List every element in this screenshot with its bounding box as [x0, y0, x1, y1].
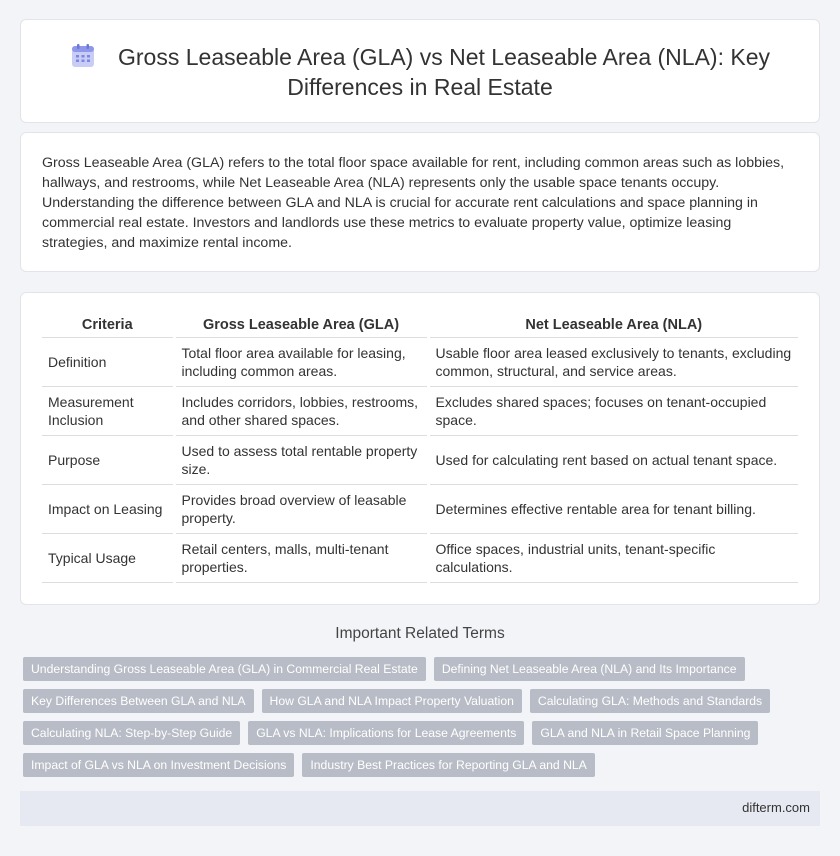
- criteria-cell: Typical Usage: [42, 533, 174, 582]
- nla-cell: Determines effective rentable area for tenant billing.: [428, 484, 798, 533]
- gla-cell: Retail centers, malls, multi-tenant properties.: [174, 533, 428, 582]
- nla-cell: Usable floor area leased exclusively to tenants, excluding common, structural, and service areas.: [428, 337, 798, 386]
- header-nla: Net Leaseable Area (NLA): [428, 316, 798, 337]
- footer: [20, 791, 820, 826]
- related-term-tag[interactable]: GLA vs NLA: Implications for Lease Agreements: [248, 721, 524, 745]
- page-title-row: [21, 42, 819, 102]
- table-row: [42, 386, 798, 435]
- header-card: [20, 19, 820, 123]
- intro-paragraph: Gross Leaseable Area (GLA) refers to the total floor space available for rent, including common areas such as lobbies, hallways, and restrooms, while Net Leaseable Area (NLA) represents only the usable space tenants occupy. Understanding the difference between GLA and NLA is crucial for accurate rent calculations and space planning in commercial real estate. Investors and landlords use these metrics to evaluate property value, optimize leasing strategies, and maximize rental income.: [42, 155, 785, 251]
- related-term-tag[interactable]: Understanding Gross Leaseable Area (GLA) in Commercial Real Estate: [23, 657, 426, 681]
- table-row: [42, 533, 798, 582]
- table-header-row: [42, 316, 798, 337]
- related-terms-list: [23, 657, 823, 785]
- related-term-tag[interactable]: How GLA and NLA Impact Property Valuation: [262, 689, 522, 713]
- related-term-tag[interactable]: Calculating NLA: Step-by-Step Guide: [23, 721, 240, 745]
- related-terms-heading: Important Related Terms: [335, 625, 505, 642]
- criteria-cell: Measurement Inclusion: [42, 386, 174, 435]
- nla-cell: Used for calculating rent based on actual tenant space.: [428, 435, 798, 484]
- related-term-tag[interactable]: Defining Net Leaseable Area (NLA) and Its Importance: [434, 657, 745, 681]
- criteria-cell: Purpose: [42, 435, 174, 484]
- criteria-cell: Impact on Leasing: [42, 484, 174, 533]
- comparison-table: [42, 316, 798, 583]
- gla-cell: Total floor area available for leasing, including common areas.: [174, 337, 428, 386]
- page-title: Gross Leaseable Area (GLA) vs Net Leaseable Area (NLA): Key Differences in Real Estate: [118, 44, 770, 100]
- related-term-tag[interactable]: Calculating GLA: Methods and Standards: [530, 689, 770, 713]
- intro-card: [20, 132, 820, 272]
- calendar-icon: [70, 43, 96, 69]
- related-term-tag[interactable]: GLA and NLA in Retail Space Planning: [532, 721, 758, 745]
- gla-cell: Provides broad overview of leasable property.: [174, 484, 428, 533]
- header-gla: Gross Leaseable Area (GLA): [174, 316, 428, 337]
- header-criteria: Criteria: [42, 316, 174, 337]
- comparison-card: [20, 292, 820, 605]
- related-term-tag[interactable]: Industry Best Practices for Reporting GLA and NLA: [302, 753, 594, 777]
- footer-site-link[interactable]: difterm.com: [742, 800, 810, 815]
- related-term-tag[interactable]: Key Differences Between GLA and NLA: [23, 689, 254, 713]
- table-row: [42, 435, 798, 484]
- nla-cell: Office spaces, industrial units, tenant-specific calculations.: [428, 533, 798, 582]
- gla-cell: Includes corridors, lobbies, restrooms, and other shared spaces.: [174, 386, 428, 435]
- nla-cell: Excludes shared spaces; focuses on tenant-occupied space.: [428, 386, 798, 435]
- table-row: [42, 484, 798, 533]
- table-row: [42, 337, 798, 386]
- related-term-tag[interactable]: Impact of GLA vs NLA on Investment Decisions: [23, 753, 294, 777]
- gla-cell: Used to assess total rentable property size.: [174, 435, 428, 484]
- criteria-cell: Definition: [42, 337, 174, 386]
